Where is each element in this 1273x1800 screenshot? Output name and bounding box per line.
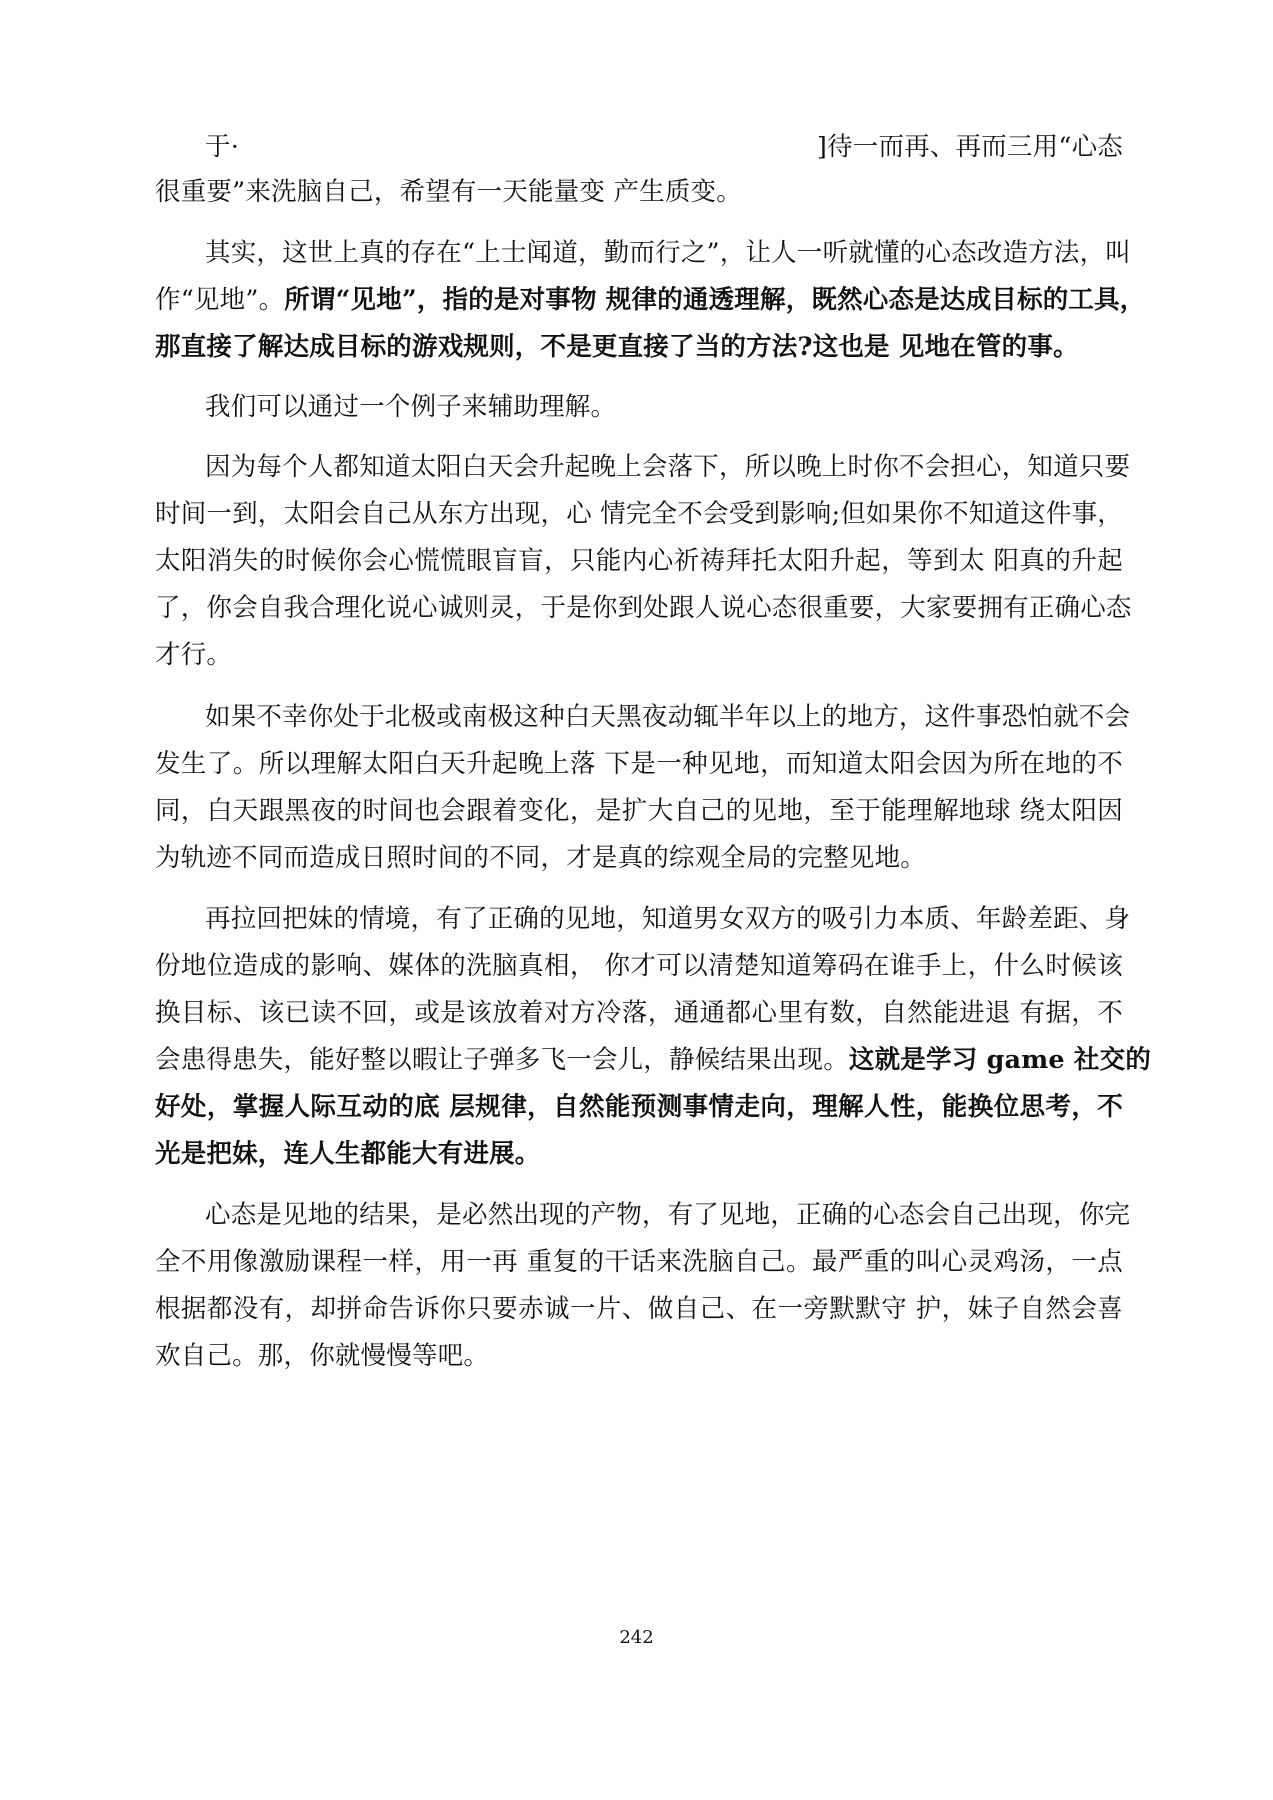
text-line xyxy=(155,591,1132,625)
bold-text-segment: 好处，掌握人际互动的底 层规律，自然能预测事情走向，理解人性，能换位思考，不 xyxy=(155,1092,1123,1122)
text-line xyxy=(205,700,1131,734)
text-line xyxy=(155,1090,1123,1124)
text-line xyxy=(155,544,1123,578)
text-line xyxy=(155,841,1123,875)
text-segment: 其实，这世上真的存在“上士闻道，勤而行之”，让人一听就懂的心态改造方法，叫 xyxy=(205,238,1131,268)
page-number: 242 xyxy=(619,1627,654,1648)
text-line xyxy=(155,949,1123,983)
text-line xyxy=(205,450,1131,484)
text-segment: 于· xyxy=(205,132,240,162)
text-segment: 根据都没有，却拼命告诉你只要赤诚一片、做自己、在一旁默默守 护，妹子自然会喜 xyxy=(155,1294,1123,1324)
text-segment: 为轨迹不同而造成日照时间的不同，才是真的综观全局的完整见地。 xyxy=(155,843,927,873)
text-line xyxy=(205,130,245,164)
text-line xyxy=(205,390,1123,424)
bold-text-segment: 所谓“见地”，指的是对事物 规律的通透理解，既然心态是达成目标的工具， xyxy=(284,285,1146,315)
text-line xyxy=(155,1137,1123,1171)
text-segment: 时间一到，太阳会自己从东方出现，心 情完全不会受到影响;但如果你不知道这件事， xyxy=(155,499,1123,529)
text-segment: 因为每个人都知道太阳白天会升起晚上会落下，所以晚上时你不会担心，知道只要 xyxy=(205,452,1131,482)
text-segment: 发生了。所以理解太阳白天升起晚上落 下是一种见地，而知道太阳会因为所在地的不 xyxy=(155,749,1123,779)
text-line xyxy=(155,1043,1152,1077)
text-line xyxy=(155,175,1123,209)
text-segment: 了，你会自我合理化说心诚则灵，于是你到处跟人说心态很重要，大家要拥有正确心态 xyxy=(155,593,1132,623)
text-line xyxy=(155,283,1146,317)
text-line xyxy=(805,130,1123,164)
text-segment: 换目标、该已读不回，或是该放着对方冷落，通通都心里有数，自然能进退 有据，不 xyxy=(155,998,1123,1028)
text-segment: 很重要”来洗脑自己，希望有一天能量变 产生质变。 xyxy=(155,177,742,207)
text-segment: 会患得患失，能好整以暇让子弹多飞一会儿，静候结果出现。 xyxy=(155,1045,849,1075)
bold-text-segment: 光是把妹，连人生都能大有进展。 xyxy=(155,1139,541,1169)
text-line xyxy=(155,1245,1123,1279)
text-segment: 才行。 xyxy=(155,640,233,670)
text-segment: 如果不幸你处于北极或南极这种白天黑夜动辄半年以上的地方，这件事恐怕就不会 xyxy=(205,702,1131,732)
text-line xyxy=(205,236,1131,270)
text-line xyxy=(155,747,1123,781)
text-line xyxy=(205,902,1131,936)
text-line xyxy=(155,794,1123,828)
bold-text-segment: 那直接了解达成目标的游戏规则，不是更直接了当的方法?这也是 见地在管的事。 xyxy=(155,332,1079,362)
text-segment: 我们可以通过一个例子来辅助理解。 xyxy=(205,392,617,422)
text-segment: 太阳消失的时候你会心慌慌眼盲盲，只能内心祈祷拜托太阳升起，等到太 阳真的升起 xyxy=(155,546,1123,576)
text-line xyxy=(155,1339,1123,1373)
text-line xyxy=(155,497,1123,531)
text-segment: 再拉回把妹的情境，有了正确的见地，知道男女双方的吸引力本质、年龄差距、身 xyxy=(205,904,1131,934)
text-segment: 欢自己。那，你就慢慢等吧。 xyxy=(155,1341,490,1371)
text-line xyxy=(155,1292,1123,1326)
text-segment: 作“见地”。 xyxy=(155,285,285,315)
text-segment: ]待一而再、再而三用“心态 xyxy=(816,132,1123,162)
text-segment: 份地位造成的影响、媒体的洗脑真相， 你才可以清楚知道筹码在谁手上，什么时候该 xyxy=(155,951,1123,981)
text-segment: 全不用像激励课程一样，用一再 重复的干话来洗脑自己。最严重的叫心灵鸡汤，一点 xyxy=(155,1247,1123,1277)
text-line xyxy=(155,996,1123,1030)
text-line xyxy=(205,1198,1131,1232)
text-segment: 心态是见地的结果，是必然出现的产物，有了见地，正确的心态会自己出现，你完 xyxy=(205,1200,1131,1230)
text-segment: 同，白天跟黑夜的时间也会跟着变化，是扩大自己的见地，至于能理解地球 绕太阳因 xyxy=(155,796,1123,826)
text-line xyxy=(155,638,1123,672)
text-line xyxy=(155,330,1123,364)
bold-text-segment: 这就是学习 game 社交的 xyxy=(848,1045,1152,1075)
